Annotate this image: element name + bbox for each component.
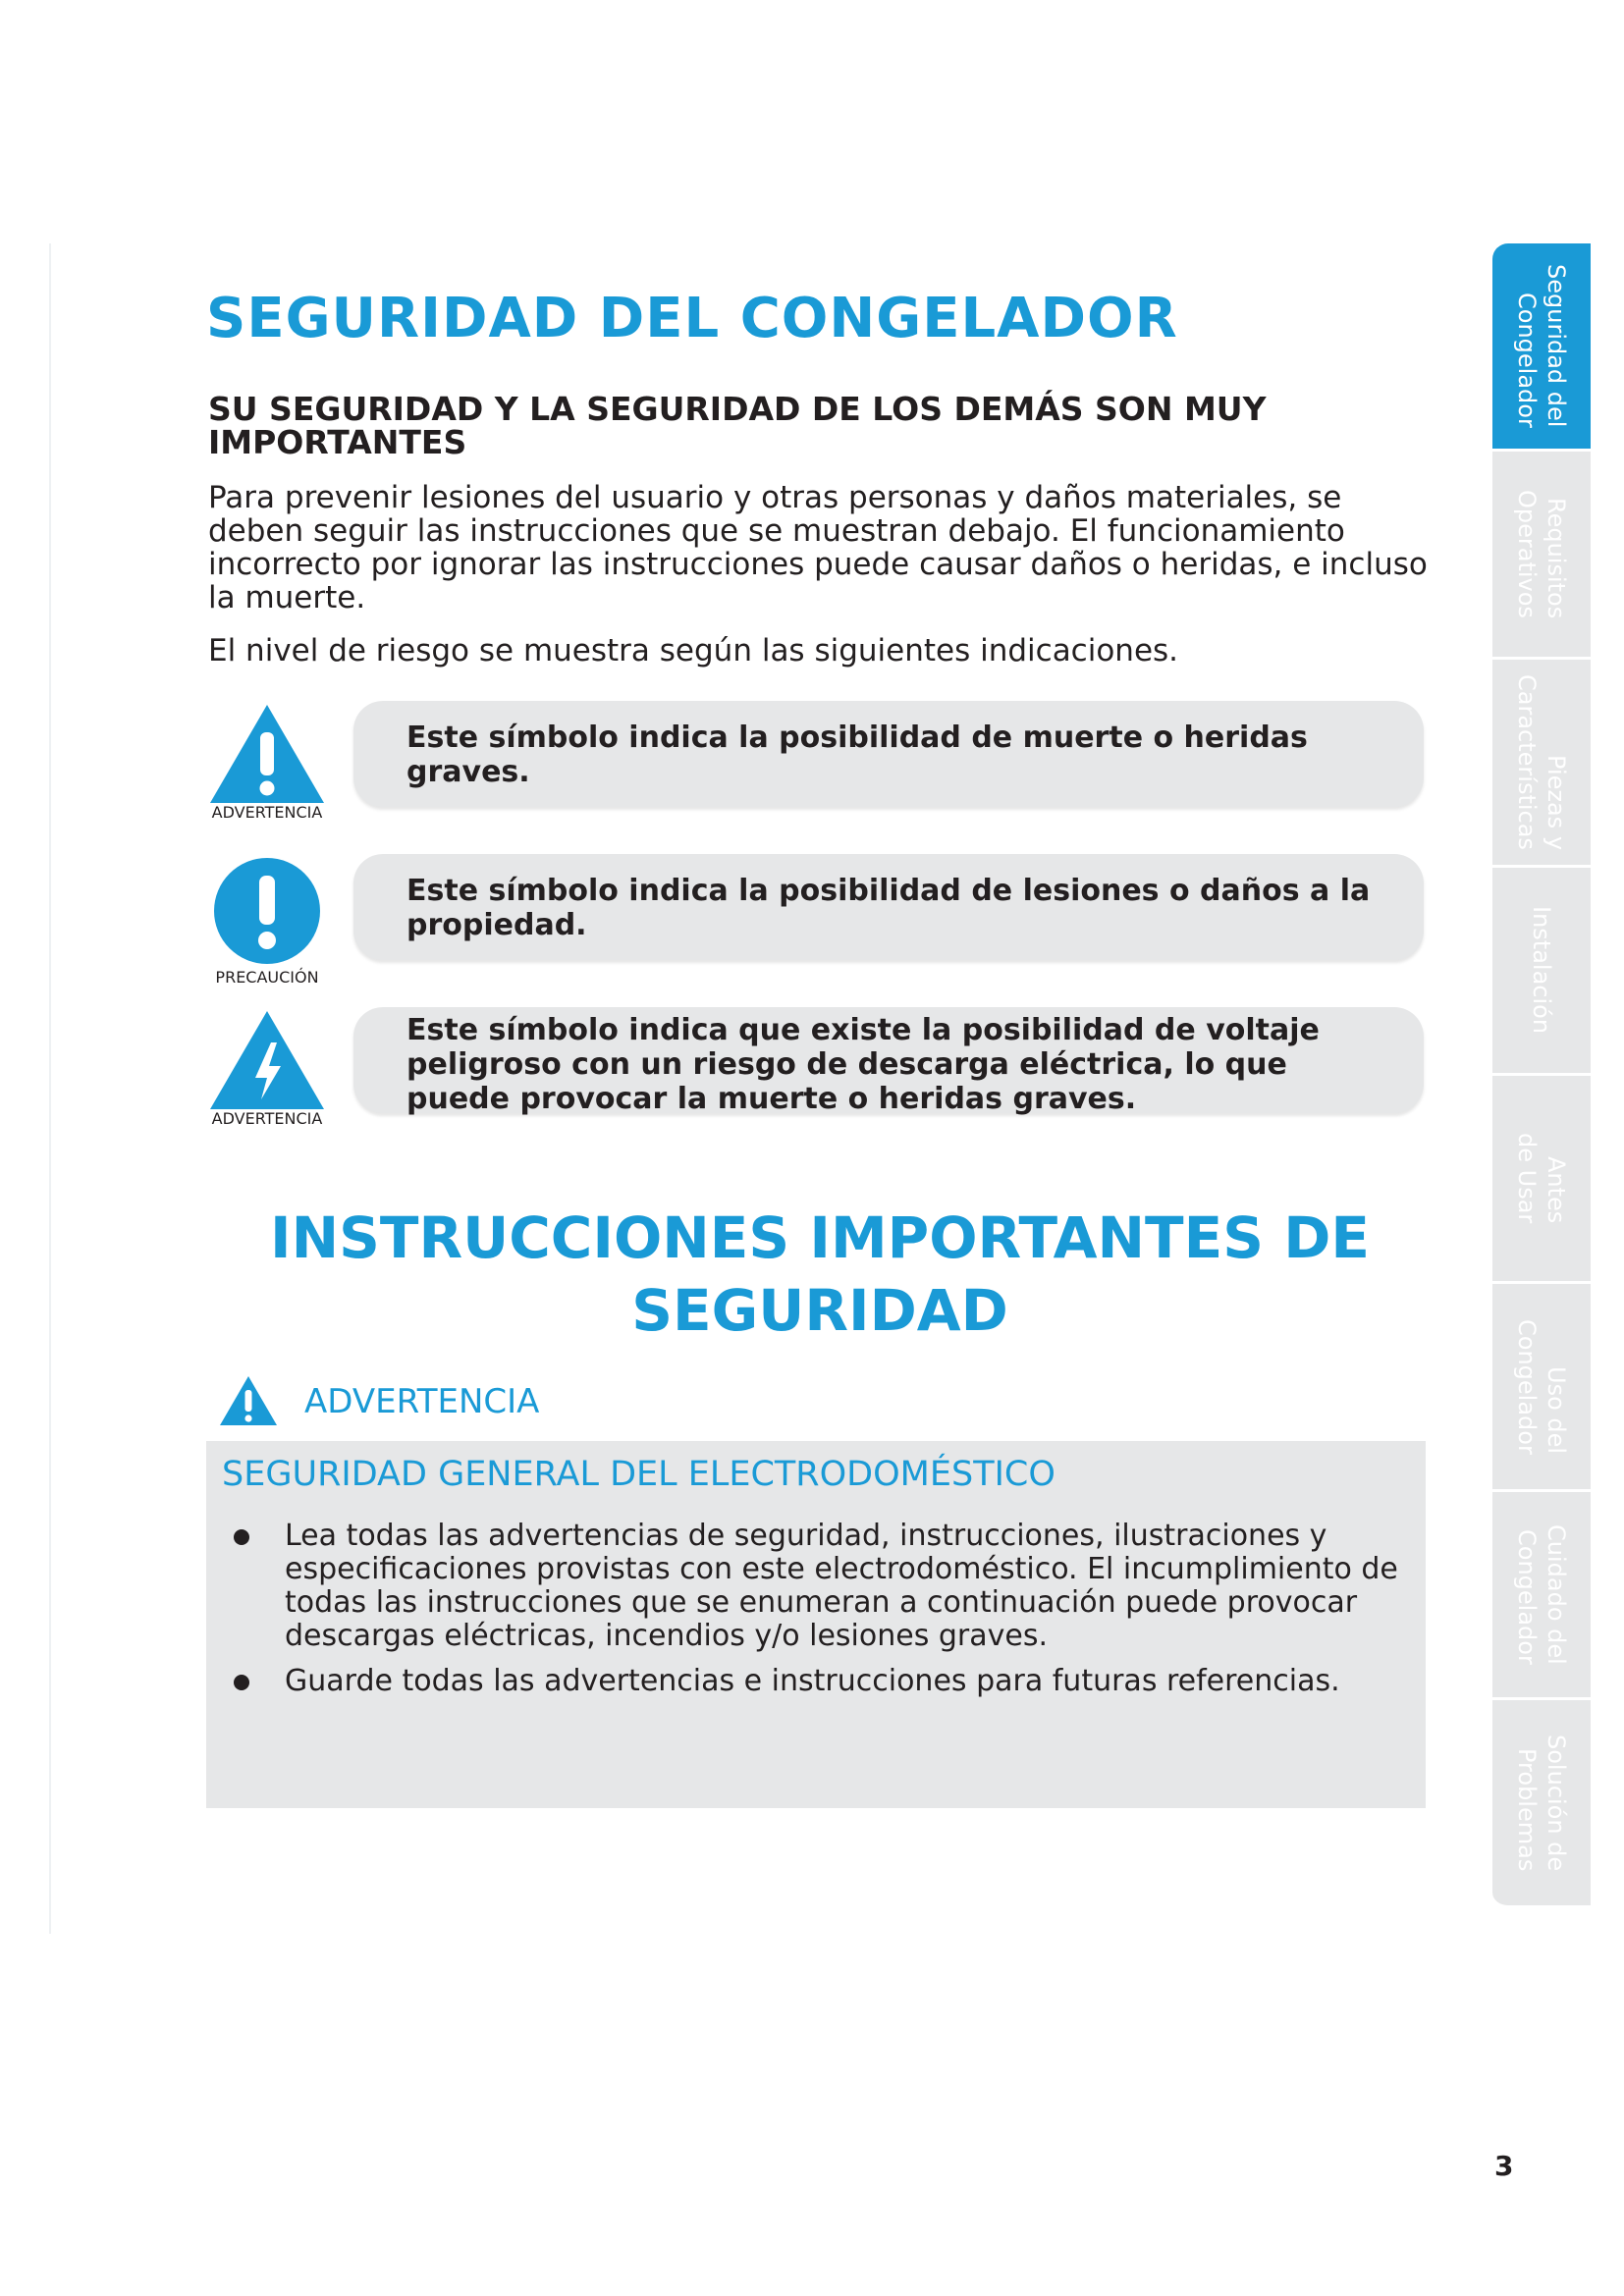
safety-bullet-list — [222, 1520, 1400, 1710]
symbol-caption: PRECAUCIÓN — [215, 968, 319, 987]
tab-cuidado-del-congelador[interactable] — [1492, 1492, 1591, 1700]
warning-label: ADVERTENCIA — [304, 1382, 540, 1421]
tab-label: Solución de Problemas — [1513, 1734, 1570, 1872]
bullet-text: Guarde todas las advertencias e instrucciones para futuras referencias. — [285, 1664, 1340, 1698]
general-safety-panel — [206, 1441, 1426, 1808]
bullet-text: Lea todas las advertencias de seguridad, instrucciones, ilustraciones y especificaciones provistas con este electrodoméstico. El incumplimiento de todas las instrucciones que se enumeran a continuación puede provocar descargas eléctricas, incendios y/o lesiones graves. — [285, 1519, 1398, 1653]
tab-seguridad-del-congelador[interactable] — [1492, 243, 1591, 452]
symbol-description: Este símbolo indica la posibilidad de lesiones o daños a la propiedad. — [353, 854, 1424, 960]
symbol-row-warning — [206, 701, 1424, 822]
tab-label: Cuidado del Congelador — [1513, 1524, 1570, 1665]
tab-solucion-de-problemas[interactable] — [1492, 1700, 1591, 1908]
tab-label: Piezas y Características — [1513, 674, 1570, 850]
caution-circle-icon — [206, 856, 328, 978]
warning-triangle-icon — [218, 1374, 279, 1427]
left-margin-rule — [49, 243, 51, 1934]
symbol-row-caution — [206, 854, 1424, 987]
tab-label: Antes de Usar — [1513, 1133, 1570, 1224]
symbol-caption: ADVERTENCIA — [211, 1109, 323, 1128]
symbol-caption: ADVERTENCIA — [211, 803, 323, 822]
tab-instalacion[interactable] — [1492, 868, 1591, 1076]
symbol-row-electric — [206, 1007, 1424, 1128]
tab-requisitos-operativos[interactable] — [1492, 452, 1591, 660]
symbol-description: Este símbolo indica la posibilidad de muerte o heridas graves. — [353, 701, 1424, 807]
panel-heading: SEGURIDAD GENERAL DEL ELECTRODOMÉSTICO — [222, 1455, 1056, 1494]
tab-label: Requisitos Operativos — [1513, 490, 1570, 618]
section-tabs — [1492, 243, 1591, 1908]
tab-label: Seguridad del Congelador — [1513, 264, 1570, 428]
safety-subheading: SU SEGURIDAD Y LA SEGURIDAD DE LOS DEMÁS SON MUY IMPORTANTES — [208, 390, 1267, 461]
page-title: SEGURIDAD DEL CONGELADOR — [206, 287, 1178, 350]
section-title: INSTRUCCIONES IMPORTANTES DE SEGURIDAD — [270, 1204, 1370, 1344]
list-item — [222, 1665, 1400, 1698]
symbol-description: Este símbolo indica que existe la posibilidad de voltaje peligroso con un riesgo de descarga eléctrica, lo que puede provocar la muerte o heridas graves. — [353, 1007, 1424, 1113]
tab-antes-de-usar[interactable] — [1492, 1076, 1591, 1284]
list-item — [222, 1520, 1400, 1653]
intro-paragraph: Para prevenir lesiones del usuario y otras personas y daños materiales, se deben seguir las instrucciones que se muestran debajo. El funcionamiento incorrecto por ignorar las instrucciones puede causar daños o heridas, e incluso la muerte. — [208, 480, 1428, 615]
risk-level-text: El nivel de riesgo se muestra según las siguientes indicaciones. — [208, 633, 1179, 668]
bullet-icon — [234, 1529, 249, 1545]
tab-uso-del-congelador[interactable] — [1492, 1284, 1591, 1492]
bullet-icon — [234, 1675, 249, 1690]
tab-label: Uso del Congelador — [1513, 1318, 1570, 1455]
tab-piezas-y-caracteristicas[interactable] — [1492, 660, 1591, 868]
tab-label: Instalación — [1528, 906, 1555, 1035]
page-number: 3 — [1494, 2150, 1514, 2182]
